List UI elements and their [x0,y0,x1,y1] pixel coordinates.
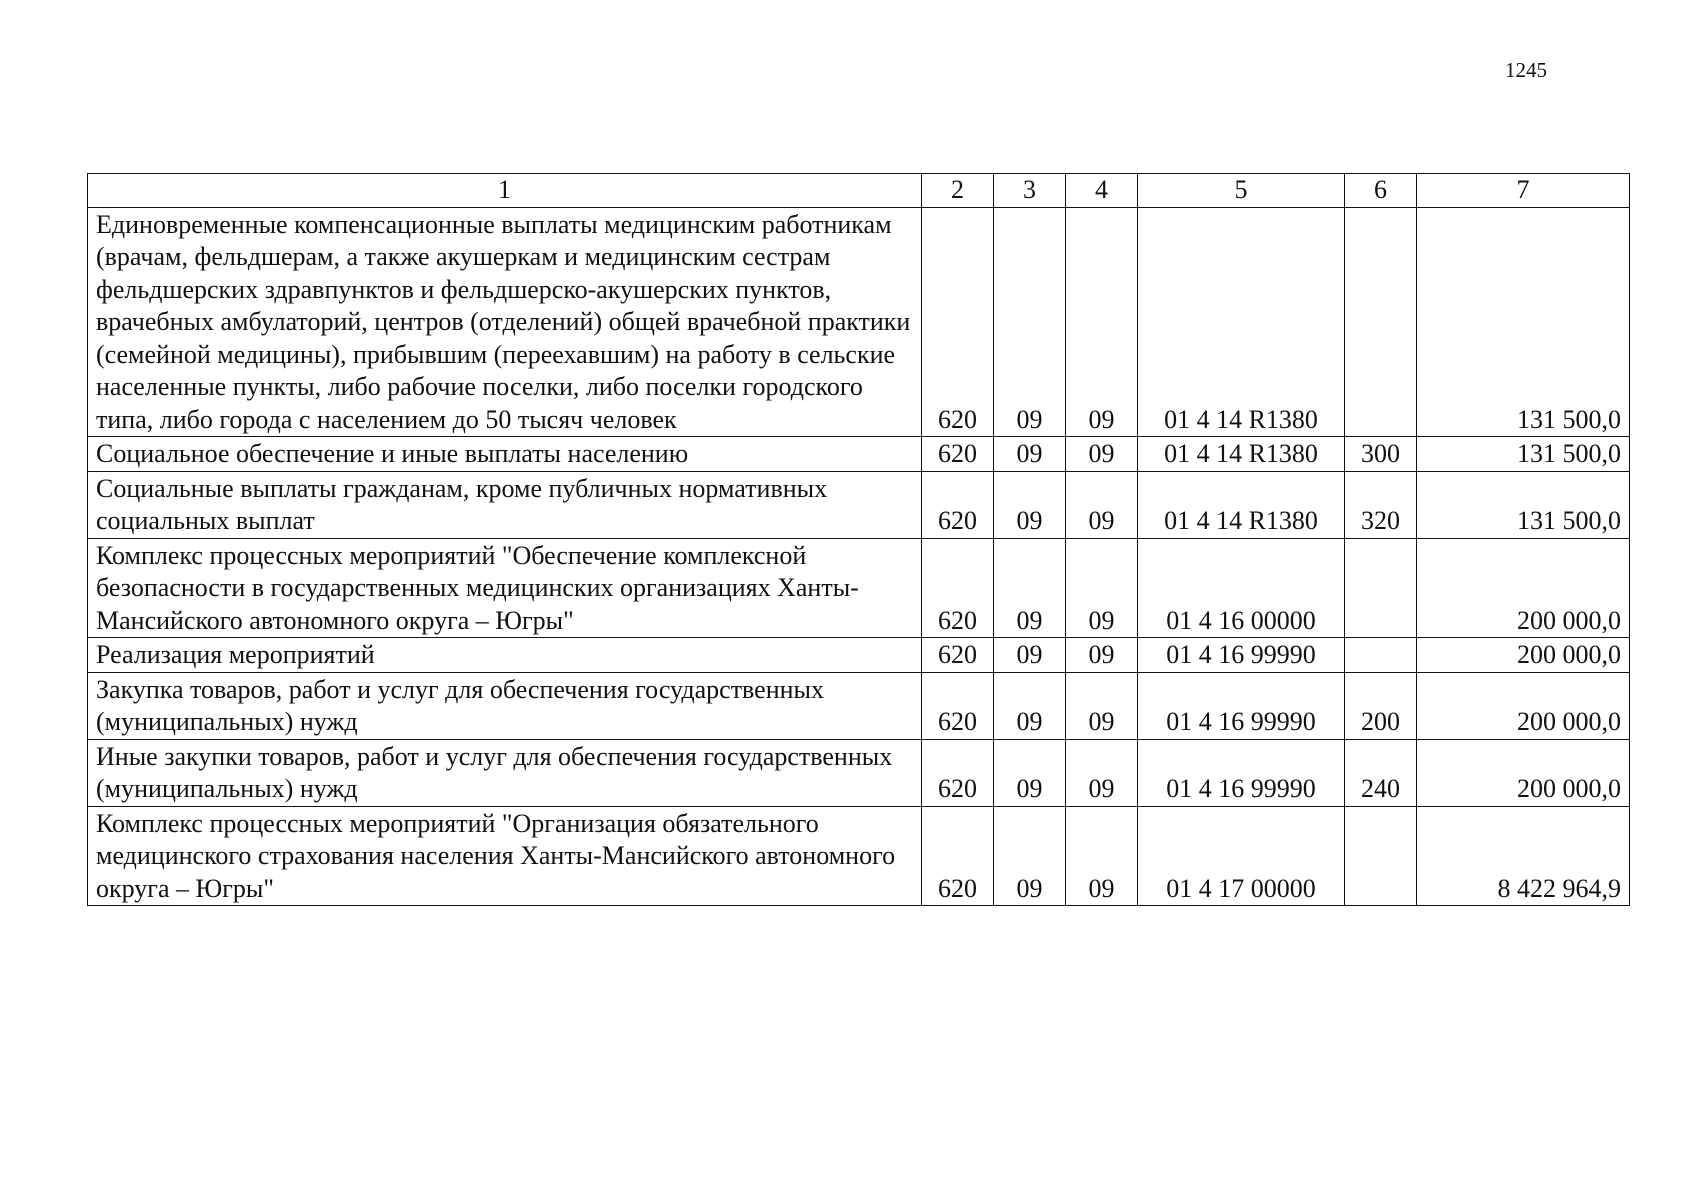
section-code: 09 [994,471,1066,538]
column-header: 3 [994,174,1066,208]
subsection-code: 09 [1066,672,1138,739]
expense-type-code [1345,638,1417,673]
row-name: Социальные выплаты гражданам, кроме публичных нормативных социальных выплат [88,471,922,538]
ministry-code: 620 [922,739,994,806]
section-code: 09 [994,207,1066,437]
section-code: 09 [994,437,1066,472]
ministry-code: 620 [922,471,994,538]
row-name: Иные закупки товаров, работ и услуг для обеспечения государственных (муниципальных) нужд [88,739,922,806]
amount: 200 000,0 [1417,672,1630,739]
ministry-code: 620 [922,207,994,437]
table-row [88,538,1630,638]
column-header: 5 [1138,174,1345,208]
table-row [88,638,1630,673]
expense-type-code [1345,207,1417,437]
expense-type-code: 320 [1345,471,1417,538]
target-article-code: 01 4 14 R1380 [1138,471,1345,538]
row-name: Комплекс процессных мероприятий "Обеспечение комплексной безопасности в государственных медицинских организациях Ханты-Мансийского автономного округа – Югры" [88,538,922,638]
amount: 200 000,0 [1417,538,1630,638]
row-name: Социальное обеспечение и иные выплаты населению [88,437,922,472]
target-article-code: 01 4 14 R1380 [1138,437,1345,472]
section-code: 09 [994,739,1066,806]
target-article-code: 01 4 16 99990 [1138,739,1345,806]
expense-type-code: 200 [1345,672,1417,739]
subsection-code: 09 [1066,471,1138,538]
column-header: 6 [1345,174,1417,208]
subsection-code: 09 [1066,638,1138,673]
expense-type-code: 300 [1345,437,1417,472]
subsection-code: 09 [1066,437,1138,472]
section-code: 09 [994,672,1066,739]
table-row [88,207,1630,437]
amount: 131 500,0 [1417,437,1630,472]
amount: 8 422 964,9 [1417,806,1630,906]
row-name: Единовременные компенсационные выплаты медицинским работникам (врачам, фельдшерам, а также акушеркам и медицинским сестрам фельдшерских здравпунктов и фельдшерско-акушерских пунктов, врачебных амбулаторий, центров (отделений) общей врачебной практики (семейной медицины), прибывшим (переехавшим) на работу в сельские населенные пункты, либо рабочие поселки, либо поселки городского типа, либо города с населением до 50 тысяч человек [88,207,922,437]
target-article-code: 01 4 16 99990 [1138,672,1345,739]
ministry-code: 620 [922,538,994,638]
table-row [88,739,1630,806]
page-number: 1245 [1505,58,1547,82]
target-article-code: 01 4 16 99990 [1138,638,1345,673]
column-header: 2 [922,174,994,208]
column-header: 1 [88,174,922,208]
ministry-code: 620 [922,672,994,739]
amount: 131 500,0 [1417,207,1630,437]
budget-table [87,173,1630,906]
column-header: 7 [1417,174,1630,208]
amount: 200 000,0 [1417,739,1630,806]
subsection-code: 09 [1066,739,1138,806]
ministry-code: 620 [922,806,994,906]
section-code: 09 [994,538,1066,638]
table-row [88,437,1630,472]
ministry-code: 620 [922,638,994,673]
subsection-code: 09 [1066,806,1138,906]
row-name: Реализация мероприятий [88,638,922,673]
target-article-code: 01 4 14 R1380 [1138,207,1345,437]
table-header-row [88,174,1630,208]
amount: 131 500,0 [1417,471,1630,538]
expense-type-code [1345,806,1417,906]
subsection-code: 09 [1066,207,1138,437]
expense-type-code: 240 [1345,739,1417,806]
table-row [88,806,1630,906]
section-code: 09 [994,806,1066,906]
target-article-code: 01 4 16 00000 [1138,538,1345,638]
column-header: 4 [1066,174,1138,208]
expense-type-code [1345,538,1417,638]
section-code: 09 [994,638,1066,673]
target-article-code: 01 4 17 00000 [1138,806,1345,906]
ministry-code: 620 [922,437,994,472]
row-name: Комплекс процессных мероприятий "Организация обязательного медицинского страхования населения Ханты-Мансийского автономного округа – Югры" [88,806,922,906]
row-name: Закупка товаров, работ и услуг для обеспечения государственных (муниципальных) нужд [88,672,922,739]
amount: 200 000,0 [1417,638,1630,673]
table-row [88,672,1630,739]
subsection-code: 09 [1066,538,1138,638]
table-row [88,471,1630,538]
